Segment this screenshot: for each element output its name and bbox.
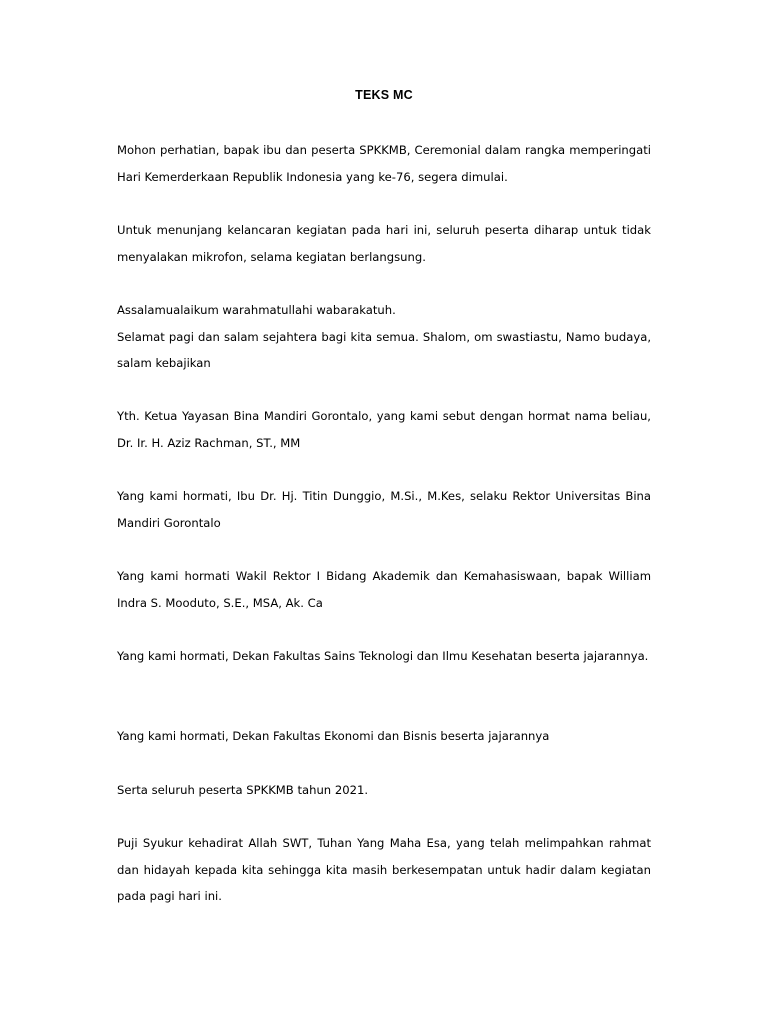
paragraph-gratitude: Puji Syukur kehadirat Allah SWT, Tuhan Yang Maha Esa, yang telah melimpahkan rahmat dan hidayah kepada kita sehingga kita masih berkesempatan untuk hadir dalam kegiatan pada pagi hari ini. <box>117 836 651 903</box>
document-title: TEKS MC <box>355 88 413 102</box>
paragraph-microphone-notice: Untuk menunjang kelancaran kegiatan pada hari ini, seluruh peserta diharap untuk tidak menyalakan mikrofon, selama kegiatan berlangsung. <box>117 223 651 264</box>
paragraph-dean-science: Yang kami hormati, Dekan Fakultas Sains Teknologi dan Ilmu Kesehatan beserta jajarannya. <box>117 649 649 663</box>
paragraph-vice-rector: Yang kami hormati Wakil Rektor I Bidang Akademik dan Kemahasiswaan, bapak William Indra S. Mooduto, S.E., MSA, Ak. Ca <box>117 569 651 610</box>
paragraph-foundation-chair: Yth. Ketua Yayasan Bina Mandiri Gorontalo, yang kami sebut dengan hormat nama beliau, Dr. Ir. H. Aziz Rachman, ST., MM <box>117 409 651 450</box>
paragraph-rector: Yang kami hormati, Ibu Dr. Hj. Titin Dunggio, M.Si., M.Kes, selaku Rektor Universitas Bina Mandiri Gorontalo <box>117 489 651 530</box>
paragraph-opening-announcement: Mohon perhatian, bapak ibu dan peserta SPKKMB, Ceremonial dalam rangka memperingati Hari Kemerderkaan Republik Indonesia yang ke-76, segera dimulai. <box>117 143 651 184</box>
paragraph-interfaith-greeting: Selamat pagi dan salam sejahtera bagi kita semua. Shalom, om swastiastu, Namo budaya, salam kebajikan <box>117 329 651 370</box>
paragraph-islamic-greeting: Assalamualaikum warahmatullahi wabarakatuh. <box>117 303 396 317</box>
paragraph-all-participants: Serta seluruh peserta SPKKMB tahun 2021. <box>117 783 369 797</box>
paragraph-dean-economics: Yang kami hormati, Dekan Fakultas Ekonomi dan Bisnis beserta jajarannya <box>117 729 550 743</box>
